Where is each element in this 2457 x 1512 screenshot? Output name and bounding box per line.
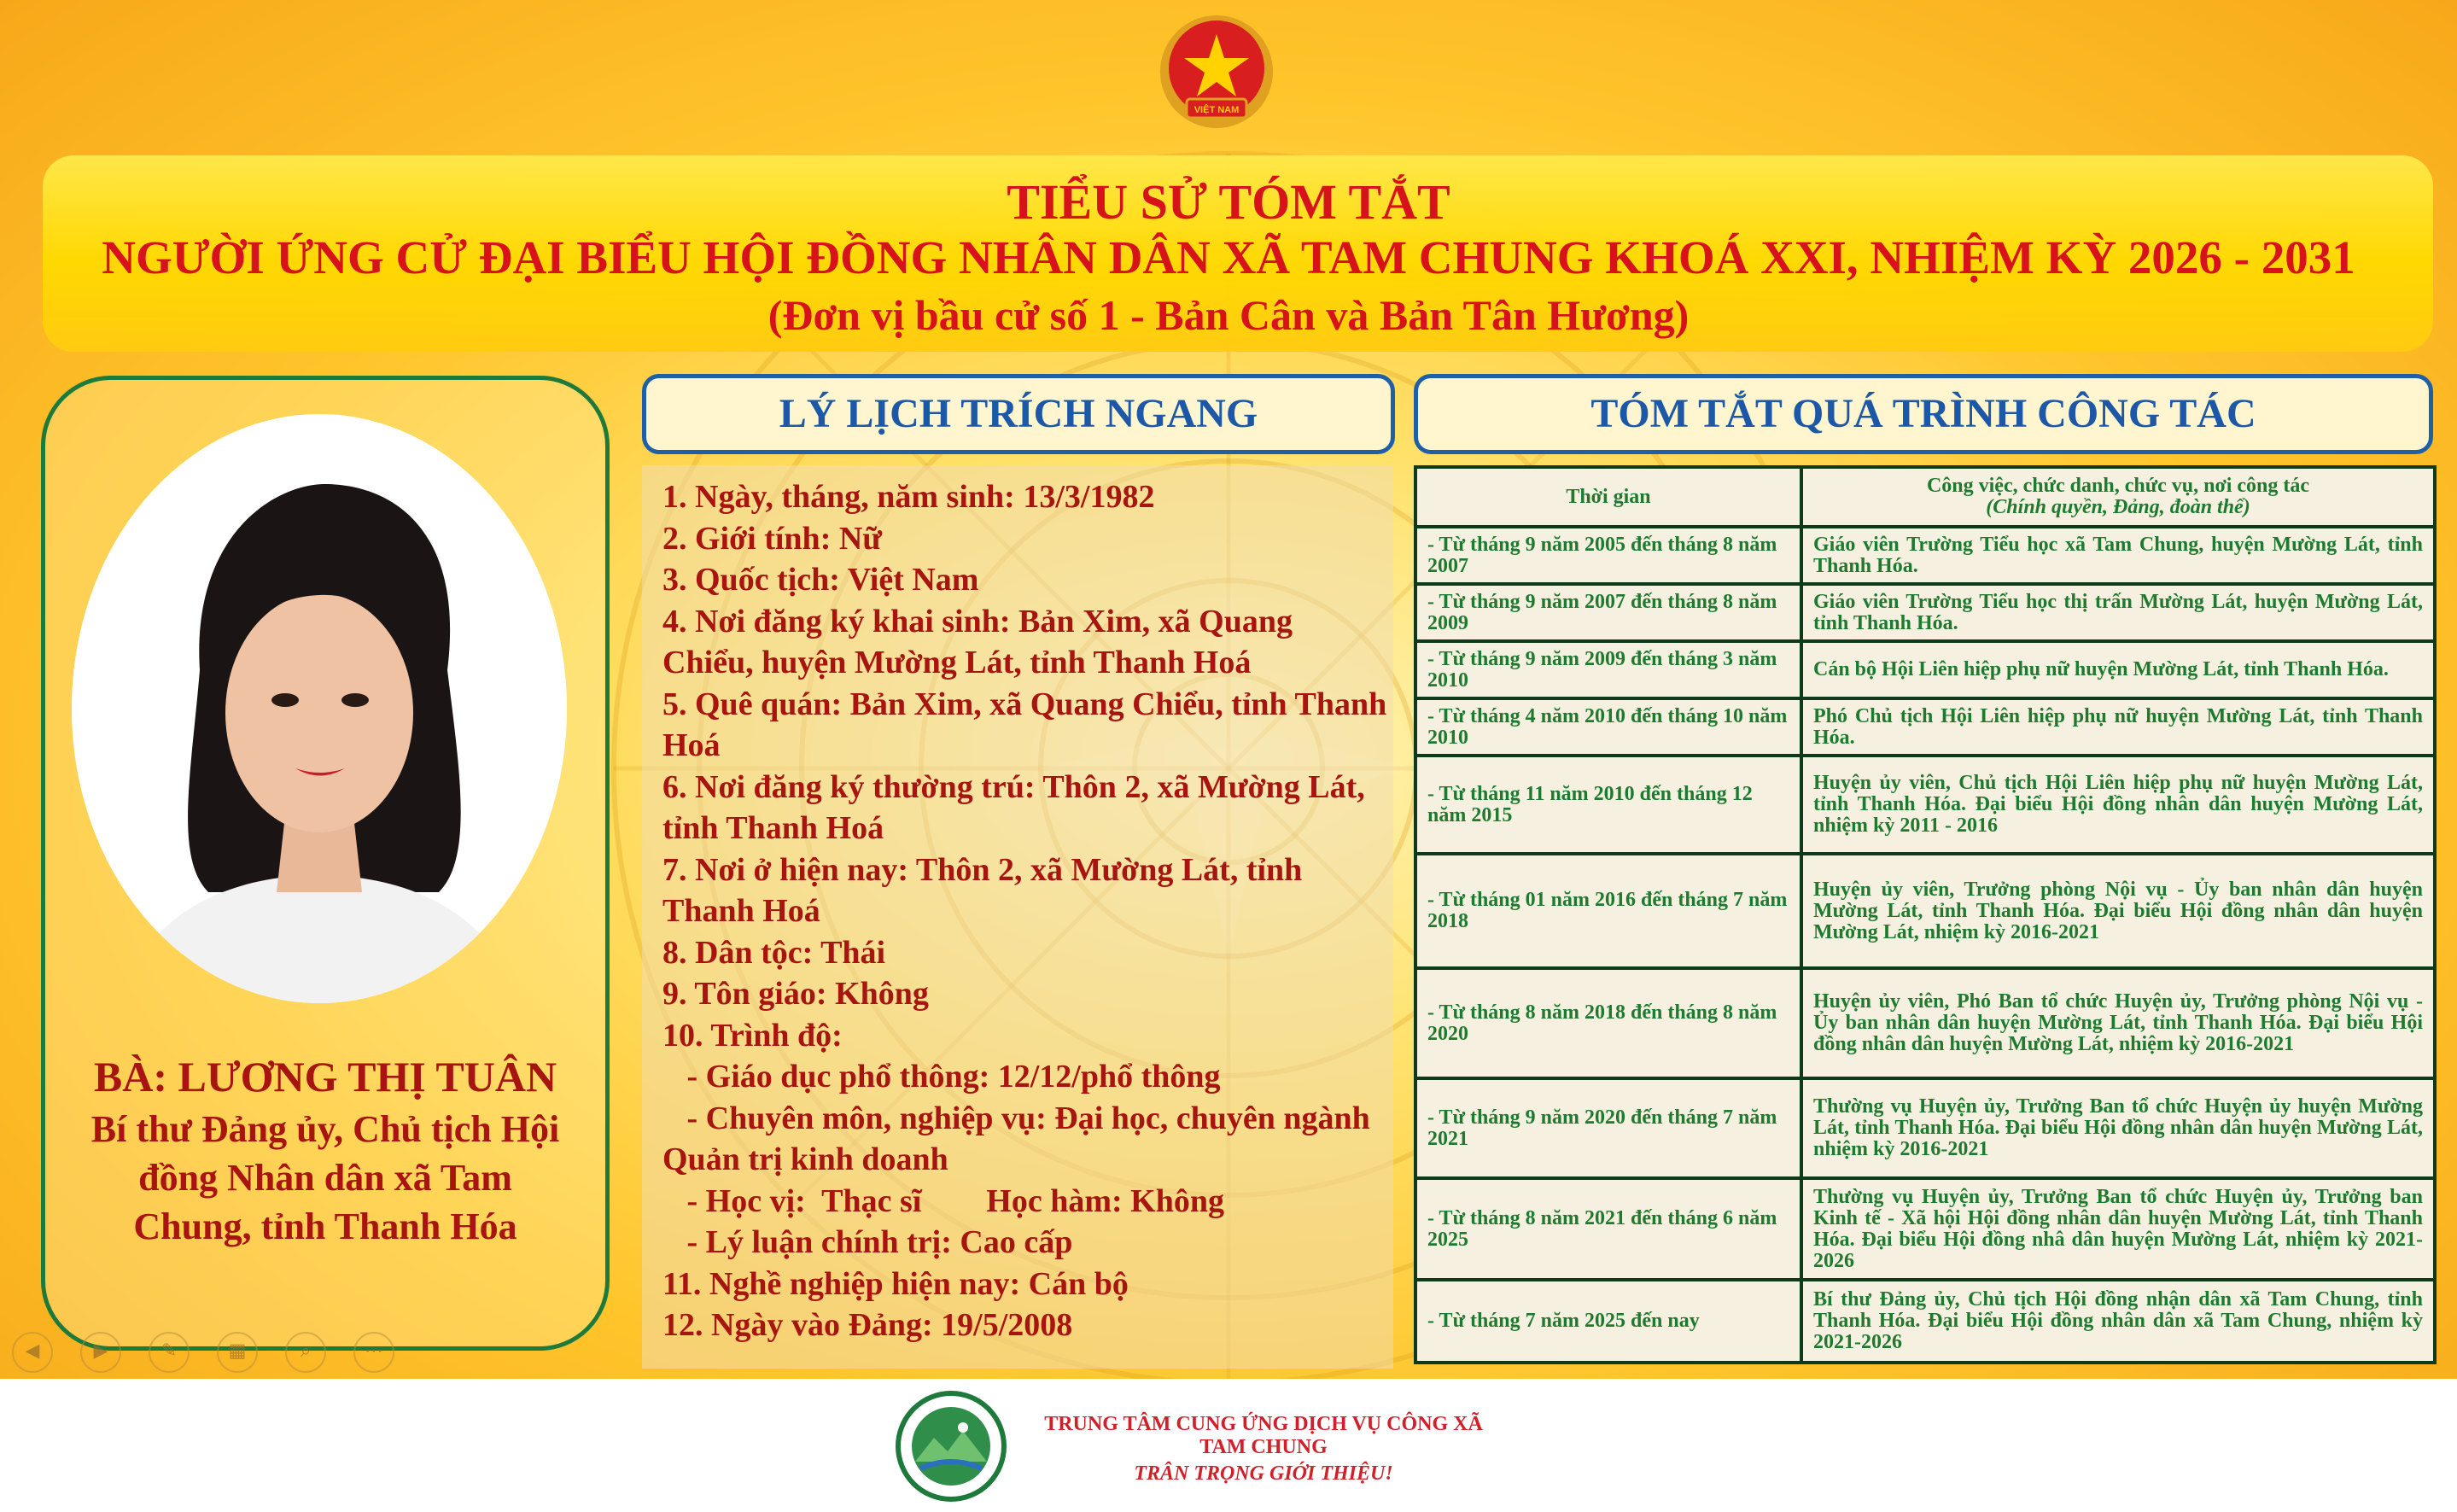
table-header-row [1415, 467, 2435, 527]
table-row [1415, 968, 2435, 1078]
grid-view-icon[interactable]: ▦ [217, 1332, 258, 1373]
column-header-time: Thời gian [1415, 467, 1801, 527]
row-time: - Từ tháng 8 năm 2021 đến tháng 6 năm 2025 [1415, 1178, 1801, 1280]
table-row [1415, 584, 2435, 641]
table-row [1415, 1178, 2435, 1280]
emblem-text: VIỆT NAM [1193, 105, 1240, 115]
row-time: - Từ tháng 11 năm 2010 đến tháng 12 năm 2015 [1415, 756, 1801, 854]
prev-slide-icon[interactable]: ◀ [12, 1332, 53, 1373]
zoom-icon[interactable]: ⌕ [285, 1332, 326, 1373]
table-row [1415, 1280, 2435, 1363]
column-header-work-sub: (Chính quyền, Đảng, đoàn thể) [1986, 496, 2250, 518]
table-row [1415, 756, 2435, 854]
table-row [1415, 527, 2435, 584]
bio-item: 5. Quê quán: Bản Xim, xã Quang Chiểu, tỉnh Thanh Hoá [662, 686, 1387, 763]
portrait-photo [72, 414, 567, 1003]
column-header-work-title: Công việc, chức danh, chức vụ, nơi công tác [1926, 475, 2310, 497]
row-time: - Từ tháng 9 năm 2005 đến tháng 8 năm 2007 [1415, 527, 1801, 584]
career-table-wrap [1414, 465, 2433, 1364]
page-subtitle: NGƯỜI ỨNG CỬ ĐẠI BIỂU HỘI ĐỒNG NHÂN DÂN XÃ TAM CHUNG KHOÁ XXI, NHIỆM KỲ 2026 - 2031 [102, 231, 2355, 283]
row-work: Thường vụ Huyện ủy, Trưởng Ban tổ chức Huyện ủy, Trưởng ban Kinh tế - Xã hội Hội đồng nhân dân huyện Mường Lát, tỉnh Thanh Hóa. Đại biểu Hội đồng nhâ dân huyện Mường Lát, nhiệm kỳ 2021-2026 [1801, 1178, 2435, 1280]
footer-greeting: TRÂN TRỌNG GIỚI THIỆU! [1134, 1462, 1393, 1485]
next-slide-icon[interactable]: ▶ [80, 1332, 121, 1373]
service-center-logo [895, 1390, 1007, 1503]
row-time: - Từ tháng 8 năm 2018 đến tháng 8 năm 2020 [1415, 968, 1801, 1078]
bio-item: 8. Dân tộc: Thái [662, 934, 886, 971]
candidate-name: BÀ: LƯƠNG THỊ TUÂN [93, 1053, 557, 1100]
bio-item: 11. Nghề nghiệp hiện nay: Cán bộ [662, 1265, 1129, 1302]
row-work: Giáo viên Trường Tiểu học xã Tam Chung, huyện Mường Lát, tỉnh Thanh Hóa. [1801, 527, 2435, 584]
table-row [1415, 698, 2435, 756]
bio-item: - Học vị: Thạc sĩ Học hàm: Không [662, 1182, 1224, 1219]
bio-heading: LÝ LỊCH TRÍCH NGANG [642, 374, 1395, 454]
bio-item: - Giáo dục phổ thông: 12/12/phổ thông [662, 1059, 1221, 1095]
column-header-work [1801, 467, 2435, 527]
bio-item: 2. Giới tính: Nữ [662, 520, 883, 557]
table-row [1415, 1078, 2435, 1178]
bio-list [662, 476, 1388, 1346]
bio-item: - Chuyên môn, nghiệp vụ: Đại học, chuyên ngành Quản trị kinh doanh [662, 1100, 1379, 1177]
bio-item: 4. Nơi đăng ký khai sinh: Bản Xim, xã Quang Chiểu, huyện Mường Lát, tỉnh Thanh Hoá [662, 603, 1293, 680]
bio-item: 12. Ngày vào Đảng: 19/5/2008 [662, 1307, 1073, 1343]
table-row [1415, 854, 2435, 968]
bio-item: 10. Trình độ: [662, 1017, 843, 1054]
row-work: Huyện ủy viên, Trưởng phòng Nội vụ - Ủy ban nhân dân huyện Mường Lát, tỉnh Thanh Hóa. Đại biểu Hội đồng nhân dân huyện Mường Lát, nhiệm kỳ 2016-2021 [1801, 854, 2435, 968]
career-table [1414, 465, 2437, 1364]
bio-item: 7. Nơi ở hiện nay: Thôn 2, xã Mường Lát, tỉnh Thanh Hoá [662, 851, 1303, 929]
row-work: Thường vụ Huyện ủy, Trưởng Ban tổ chức Huyện ủy huyện Mường Lát, tỉnh Thanh Hóa. Đại biểu Hội đồng nhân dân huyện Mường Lát, nhiệm kỳ 2016-2021 [1801, 1078, 2435, 1178]
row-time: - Từ tháng 7 năm 2025 đến nay [1415, 1280, 1801, 1363]
row-work: Huyện ủy viên, Phó Ban tổ chức Huyện ủy, Trưởng phòng Nội vụ - Ủy ban nhân dân huyện Mường Lát, tỉnh Thanh Hóa. Đại biểu Hội đồng nhân dân huyện Mường Lát, nhiệm kỳ 2016-2021 [1801, 968, 2435, 1078]
more-icon[interactable]: ⋯ [353, 1332, 394, 1373]
electoral-unit: (Đơn vị bầu cử số 1 - Bản Cân và Bản Tân Hương) [767, 291, 1690, 339]
row-work: Huyện ủy viên, Chủ tịch Hội Liên hiệp phụ nữ huyện Mường Lát, tỉnh Thanh Hóa. Đại biểu Hội đồng nhân dân huyện Mường Lát, nhiệm kỳ 2011 - 2016 [1801, 756, 2435, 854]
candidate-position: Bí thư Đảng ủy, Chủ tịch Hội đồng Nhân dân xã Tam Chung, tỉnh Thanh Hóa [90, 1108, 560, 1247]
career-heading: TÓM TẮT QUÁ TRÌNH CÔNG TÁC [1414, 374, 2433, 454]
row-work: Cán bộ Hội Liên hiệp phụ nữ huyện Mường Lát, tỉnh Thanh Hóa. [1801, 641, 2435, 698]
row-time: - Từ tháng 01 năm 2016 đến tháng 7 năm 2018 [1415, 854, 1801, 968]
bio-item: - Lý luận chính trị: Cao cấp [662, 1224, 1073, 1260]
row-work: Phó Chủ tịch Hội Liên hiệp phụ nữ huyện Mường Lát, tỉnh Thanh Hóa. [1801, 698, 2435, 756]
bio-item: 6. Nơi đăng ký thường trú: Thôn 2, xã Mường Lát, tỉnh Thanh Hoá [662, 768, 1365, 846]
portrait-illustration [72, 414, 567, 1003]
row-time: - Từ tháng 9 năm 2007 đến tháng 8 năm 2009 [1415, 584, 1801, 641]
bio-item: 3. Quốc tịch: Việt Nam [662, 562, 979, 598]
row-work: Bí thư Đảng ủy, Chủ tịch Hội đồng nhận dân xã Tam Chung, tỉnh Thanh Hóa. Đại biểu Hội đồng nhân dân xã Tam Chung, nhiệm kỳ 2021-2026 [1801, 1280, 2435, 1363]
national-emblem-icon [1153, 10, 1281, 138]
bio-item: 9. Tôn giáo: Không [662, 976, 929, 1012]
bio-item: 1. Ngày, tháng, năm sinh: 13/3/1982 [662, 479, 1155, 515]
pen-icon[interactable]: ✎ [149, 1332, 190, 1373]
row-work: Giáo viên Trường Tiểu học thị trấn Mường Lát, huyện Mường Lát, tỉnh Thanh Hóa. [1801, 584, 2435, 641]
row-time: - Từ tháng 9 năm 2009 đến tháng 3 năm 2010 [1415, 641, 1801, 698]
footer-organization: TRUNG TÂM CUNG ỨNG DỊCH VỤ CÔNG XÃ TAM CHUNG [1044, 1413, 1483, 1458]
row-time: - Từ tháng 4 năm 2010 đến tháng 10 năm 2010 [1415, 698, 1801, 756]
page-title: TIỂU SỬ TÓM TẮT [1007, 174, 1450, 230]
table-row [1415, 641, 2435, 698]
row-time: - Từ tháng 9 năm 2020 đến tháng 7 năm 2021 [1415, 1078, 1801, 1178]
